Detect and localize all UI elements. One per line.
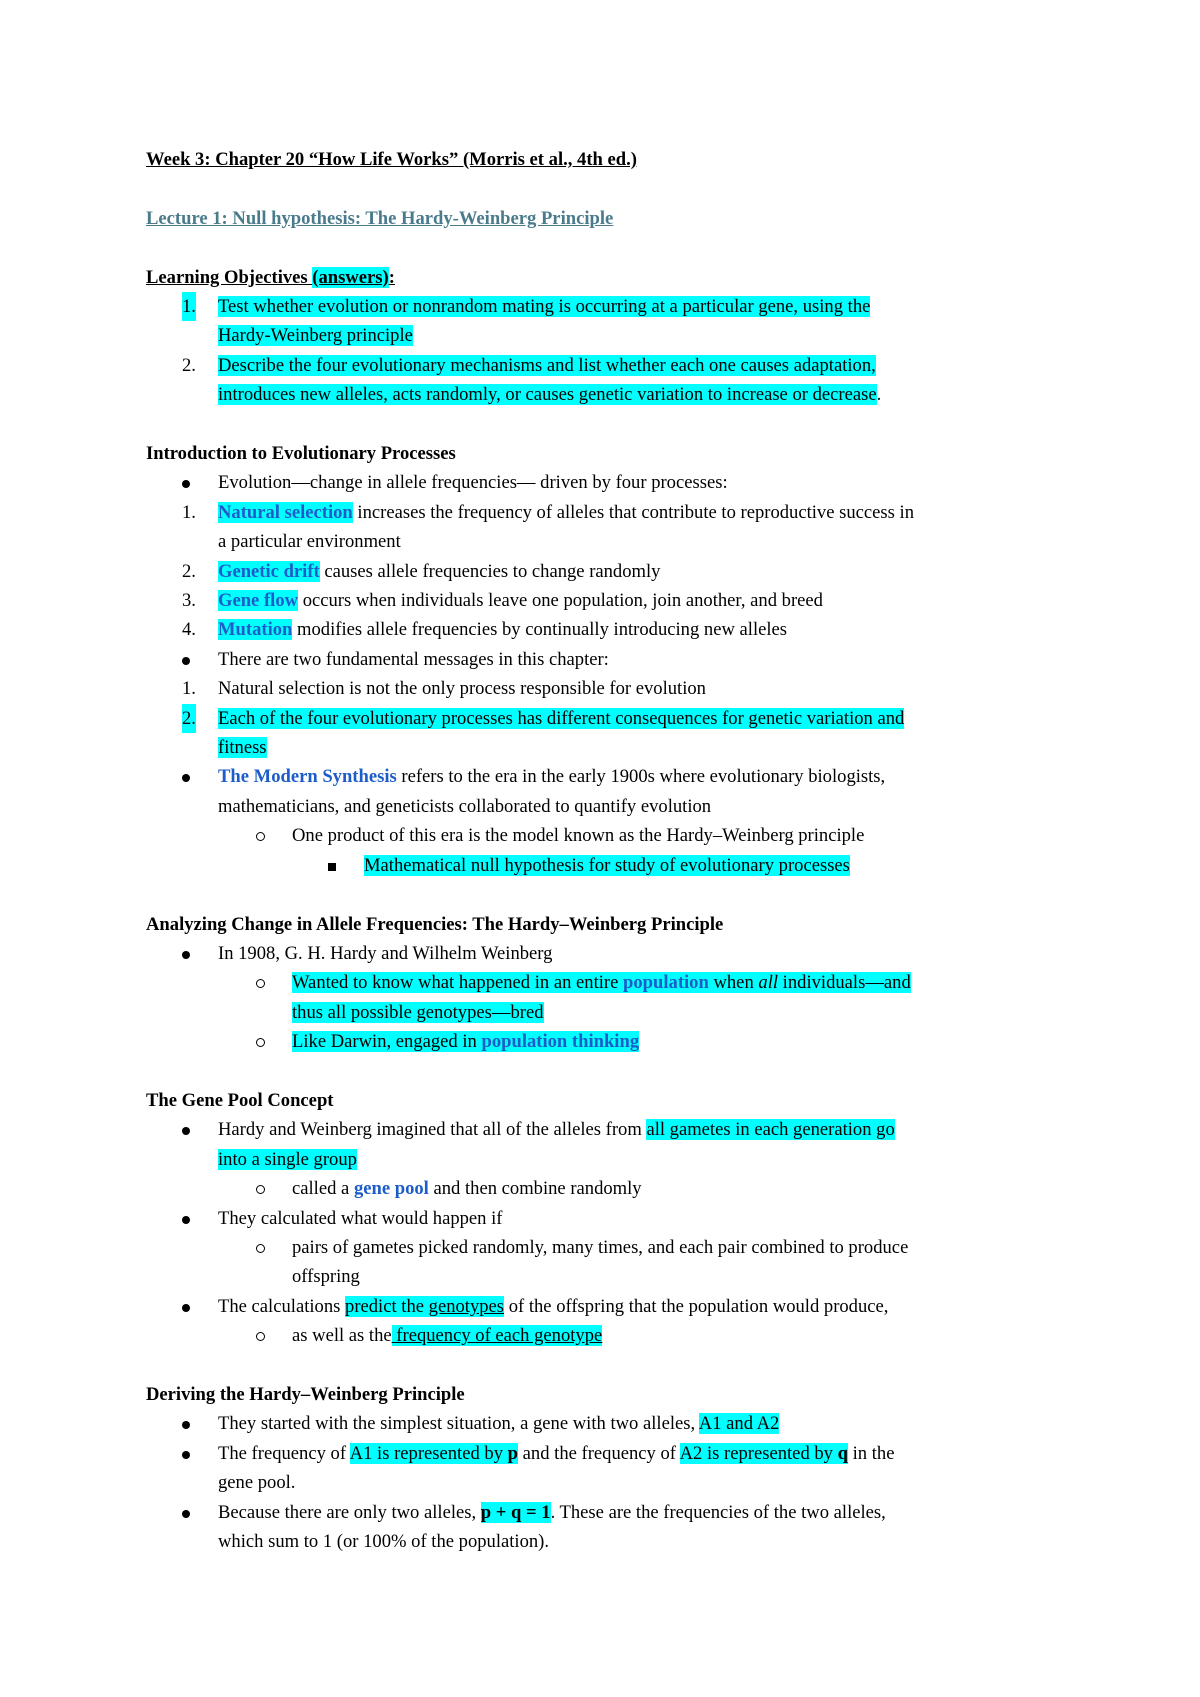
list-number: 2. (182, 704, 196, 733)
objective-period: . (876, 384, 882, 406)
process-item (146, 586, 1066, 615)
sub-bullet-text: pairs of gametes picked randomly, many times, and each pair combined to produce (292, 1236, 909, 1258)
sub-bullet-item-continued (146, 998, 1066, 1027)
section-heading: Deriving the Hardy–Weinberg Principle (146, 1383, 465, 1405)
sub-bullet-text: Wanted to know what happened in an entire (292, 972, 624, 994)
key-term: Gene flow (218, 590, 299, 612)
list-number: 1. (182, 501, 196, 523)
sub-bullet-text: called a (292, 1178, 354, 1200)
list-number: 4. (182, 619, 196, 641)
bullet-item (146, 1204, 1066, 1233)
bullet-text: There are two fundamental messages in this chapter: (218, 648, 609, 670)
section-heading: Analyzing Change in Allele Frequencies: The Hardy–Weinberg Principle (146, 913, 724, 935)
objective-item (146, 351, 1066, 380)
bullet-item (146, 1498, 1066, 1527)
bullet-item (146, 1439, 1066, 1468)
underlined-text: genotypes (428, 1295, 505, 1317)
sub-bullet-item (146, 968, 1066, 997)
bullet-text: They started with the simplest situation, a gene with two alleles, (218, 1413, 699, 1435)
bullet-text: and the frequency of (518, 1442, 680, 1464)
section-heading: The Gene Pool Concept (146, 1089, 334, 1111)
list-number: 3. (182, 590, 196, 612)
message-item (146, 704, 1066, 733)
bullet-dot-icon (182, 774, 190, 782)
sub-bullet-text: as well as the (292, 1325, 392, 1347)
highlighted-text: A1 and A2 (698, 1413, 780, 1435)
process-text: modifies allele frequencies by continually introducing new alleles (292, 619, 788, 641)
objectives-heading-colon: : (388, 266, 395, 288)
objective-text: Describe the four evolutionary mechanisms and list whether each one causes adaptation, (218, 354, 876, 376)
highlighted-text: into a single group (218, 1148, 357, 1170)
sub-bullet-text: One product of this era is the model known as the Hardy–Weinberg principle (292, 825, 865, 847)
key-term: Genetic drift (218, 560, 320, 582)
lecture-heading: Lecture 1: Null hypothesis: The Hardy-Weinberg Principle (146, 207, 614, 229)
sub-bullet-text: offspring (292, 1266, 360, 1288)
bullet-dot-icon (182, 1510, 190, 1518)
bullet-item (146, 1409, 1066, 1438)
bullet-item (146, 645, 1066, 674)
bullet-dot-icon (182, 1216, 190, 1224)
equation: p + q = 1 (480, 1501, 551, 1523)
process-text: causes allele frequencies to change randomly (319, 560, 661, 582)
bullet-item (146, 1115, 1066, 1144)
list-number: 1. (182, 678, 196, 700)
bullet-text: In 1908, G. H. Hardy and Wilhelm Weinberg (218, 942, 553, 964)
bullet-dot-icon (182, 1421, 190, 1429)
objectives-heading (146, 263, 1066, 292)
sub-bullet-item (146, 1027, 1066, 1056)
highlighted-text: all gametes in each generation go (646, 1119, 895, 1141)
bullet-dot-icon (182, 1127, 190, 1135)
bullet-item (146, 762, 1066, 791)
bullet-text: of the offspring that the population would produce, (504, 1295, 889, 1317)
key-term: The Modern Synthesis (218, 766, 397, 788)
bullet-item-continued (146, 1145, 1066, 1174)
answers-link[interactable]: (answers) (312, 266, 389, 288)
key-term: population (623, 972, 709, 994)
sub-bullet-item (146, 821, 1066, 850)
objectives-heading-text: Learning Objectives (146, 266, 313, 288)
key-term: gene pool (353, 1178, 429, 1200)
process-text: increases the frequency of alleles that contribute to reproductive success in (352, 501, 914, 523)
process-item (146, 557, 1066, 586)
sub-bullet-text: and then combine randomly (428, 1178, 642, 1200)
key-term: Natural selection (218, 501, 353, 523)
circle-bullet-icon (256, 1038, 265, 1047)
process-text: a particular environment (218, 531, 401, 553)
sub-bullet-item (146, 1233, 1066, 1262)
sub-bullet-item (146, 1321, 1066, 1350)
bullet-text: Hardy and Weinberg imagined that all of the alleles from (218, 1119, 647, 1141)
sub-sub-bullet-item (146, 851, 1066, 880)
bullet-item (146, 1292, 1066, 1321)
bullet-text: which sum to 1 (or 100% of the population). (218, 1531, 550, 1552)
message-item (146, 674, 1066, 703)
highlighted-text: predict the (345, 1295, 429, 1317)
objective-text: introduces new alleles, acts randomly, or causes genetic variation to increase or decrease (218, 384, 877, 406)
highlighted-text: A1 is represented by (349, 1442, 508, 1464)
message-item-continued (146, 733, 1066, 762)
sub-sub-bullet-text: Mathematical null hypothesis for study of evolutionary processes (364, 854, 850, 876)
bullet-item (146, 468, 1066, 497)
objective-text: Hardy-Weinberg principle (218, 325, 413, 347)
bullet-text: gene pool. (218, 1472, 296, 1494)
emphasis-text: all (758, 972, 779, 994)
bullet-text: Evolution—change in allele frequencies— driven by four processes: (218, 472, 728, 494)
bullet-text: mathematicians, and geneticists collaborated to quantify evolution (218, 795, 712, 817)
sub-bullet-text: thus all possible genotypes—bred (292, 1001, 544, 1023)
sub-bullet-text: when (708, 972, 759, 994)
variable-p: p (507, 1442, 519, 1464)
circle-bullet-icon (256, 1332, 265, 1341)
objective-item-continued (146, 321, 1066, 350)
bullet-text: refers to the era in the early 1900s where evolutionary biologists, (396, 766, 886, 788)
objective-text: Test whether evolution or nonrandom mating is occurring at a particular gene, using the (218, 296, 871, 317)
bullet-text: in the (847, 1442, 895, 1464)
bullet-dot-icon (182, 1304, 190, 1312)
message-text: Natural selection is not the only process responsible for evolution (218, 678, 706, 700)
message-text: Each of the four evolutionary processes has different consequences for genetic variation and (218, 707, 905, 729)
sub-bullet-text: individuals—and (778, 972, 911, 994)
highlighted-text: frequency of each genotype (391, 1325, 603, 1347)
bullet-item-continued (146, 1527, 1066, 1556)
list-number: 1. (182, 292, 196, 321)
key-term: Mutation (218, 619, 293, 641)
message-text: fitness (218, 737, 267, 759)
page-title: Week 3: Chapter 20 “How Life Works” (Morris et al., 4th ed.) (146, 149, 637, 170)
sub-bullet-item (146, 1174, 1066, 1203)
document-page (146, 145, 1066, 1556)
highlighted-text: A2 is represented by (679, 1442, 838, 1464)
bullet-dot-icon (182, 951, 190, 959)
circle-bullet-icon (256, 832, 265, 841)
bullet-dot-icon (182, 657, 190, 665)
objective-item-continued (146, 380, 1066, 409)
key-term: population thinking (481, 1031, 640, 1053)
square-bullet-icon (328, 863, 336, 871)
sub-bullet-item-continued (146, 1262, 1066, 1291)
circle-bullet-icon (256, 1185, 265, 1194)
process-text: occurs when individuals leave one population, join another, and breed (298, 590, 823, 612)
list-number: 2. (182, 560, 196, 582)
bullet-dot-icon (182, 480, 190, 488)
process-item (146, 498, 1066, 527)
process-item (146, 615, 1066, 644)
circle-bullet-icon (256, 1244, 265, 1253)
bullet-text: . These are the frequencies of the two alleles, (550, 1501, 886, 1523)
list-number: 2. (182, 354, 196, 376)
process-item-continued (146, 527, 1066, 556)
circle-bullet-icon (256, 979, 265, 988)
sub-bullet-text: Like Darwin, engaged in (292, 1031, 482, 1053)
bullet-text: Because there are only two alleles, (218, 1501, 481, 1523)
section-heading: Introduction to Evolutionary Processes (146, 443, 456, 465)
bullet-text: The frequency of (218, 1442, 350, 1464)
bullet-item-continued (146, 792, 1066, 821)
bullet-dot-icon (182, 1451, 190, 1459)
bullet-text: The calculations (218, 1295, 346, 1317)
bullet-text: They calculated what would happen if (218, 1207, 503, 1229)
objective-item (146, 292, 1066, 321)
bullet-item (146, 939, 1066, 968)
bullet-item-continued (146, 1468, 1066, 1497)
variable-q: q (837, 1442, 848, 1464)
